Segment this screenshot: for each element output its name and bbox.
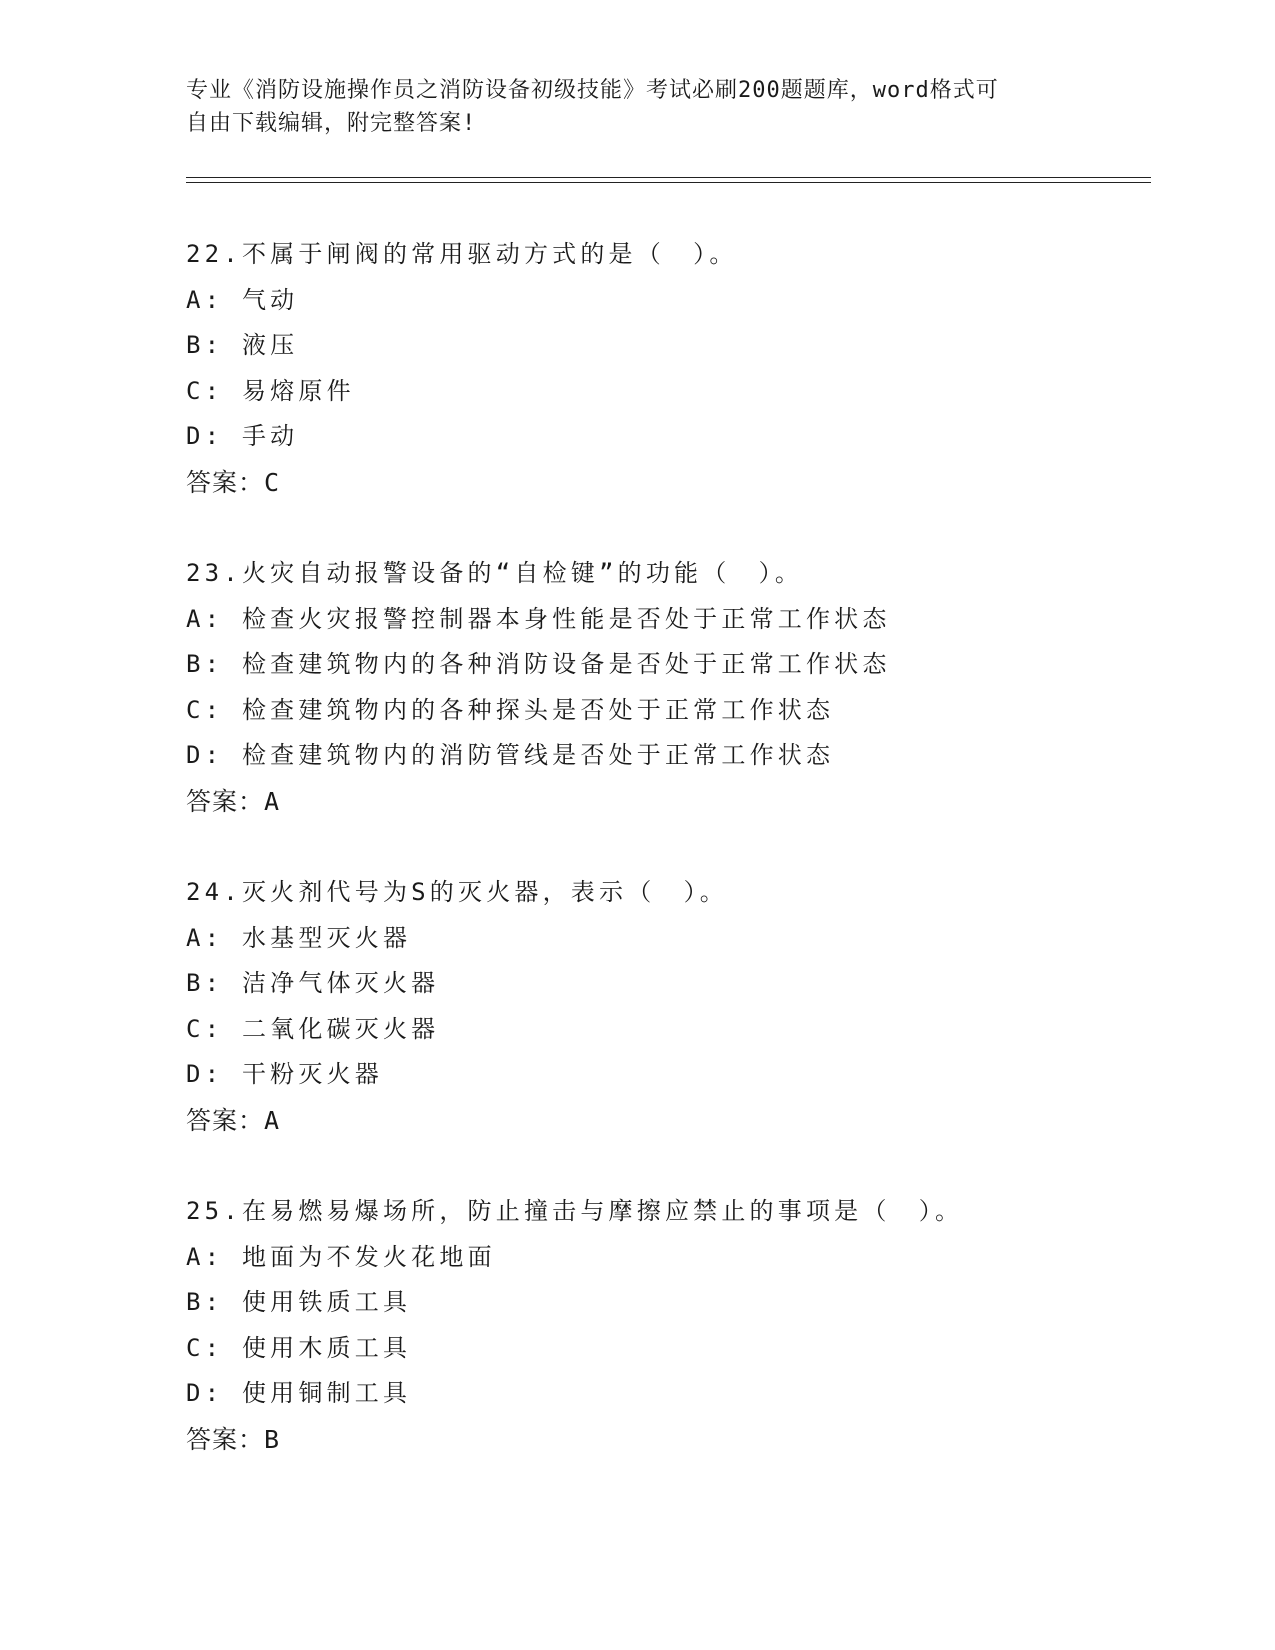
option-c <box>186 1326 1146 1372</box>
answer-label: 答案： <box>186 1424 265 1454</box>
option-letter: A: <box>186 1242 224 1271</box>
option-text: 干粉灭火器 <box>241 1060 383 1088</box>
answer-line <box>186 1417 1146 1463</box>
answer-label: 答案： <box>186 467 265 497</box>
option-letter: C: <box>186 695 224 724</box>
option-text: 检查建筑物内的各种探头是否处于正常工作状态 <box>241 695 835 724</box>
option-letter: B: <box>186 1288 224 1316</box>
option-d <box>186 414 1146 460</box>
document-header <box>186 74 1066 140</box>
option-a <box>186 278 1146 324</box>
header-line-1: 专业《消防设施操作员之消防设备初级技能》考试必刷200题题库，word格式可 <box>186 78 999 103</box>
header-rule-top <box>186 177 1151 178</box>
answer-label: 答案： <box>186 1105 265 1135</box>
option-text: 液压 <box>241 331 299 359</box>
option-d <box>186 1052 1146 1098</box>
option-a <box>186 1235 1146 1281</box>
answer-line <box>186 779 1146 825</box>
question-stem: 24.灭火剂代号为S的灭火器，表示（ ）。 <box>186 878 728 906</box>
option-letter: B: <box>186 331 224 359</box>
answer-label: 答案： <box>186 786 265 816</box>
answer-line <box>186 1098 1146 1144</box>
option-text: 使用铁质工具 <box>241 1288 412 1316</box>
option-c <box>186 688 1146 734</box>
question-24 <box>186 870 1146 1143</box>
option-text: 二氧化碳灭火器 <box>241 1014 440 1043</box>
question-stem: 23.火灾自动报警设备的“自检键”的功能（ ）。 <box>186 559 804 587</box>
option-text: 易熔原件 <box>241 376 355 405</box>
answer-value: A <box>264 1105 280 1135</box>
question-22 <box>186 232 1146 505</box>
option-letter: A: <box>186 923 224 952</box>
option-text: 使用铜制工具 <box>241 1379 412 1407</box>
option-letter: C: <box>186 1333 224 1362</box>
option-letter: A: <box>186 604 224 633</box>
option-a <box>186 597 1146 643</box>
option-letter: D: <box>186 1060 224 1088</box>
option-a <box>186 916 1146 962</box>
option-letter: A: <box>186 285 224 314</box>
option-text: 手动 <box>241 422 299 450</box>
option-c <box>186 369 1146 415</box>
option-letter: B: <box>186 650 224 678</box>
option-b <box>186 961 1146 1007</box>
answer-value: B <box>264 1424 280 1454</box>
option-text: 检查火灾报警控制器本身性能是否处于正常工作状态 <box>241 604 891 633</box>
question-25 <box>186 1189 1146 1462</box>
header-rule-bottom <box>186 182 1151 183</box>
option-b <box>186 642 1146 688</box>
answer-line <box>186 460 1146 506</box>
option-d <box>186 1371 1146 1417</box>
option-letter: D: <box>186 741 224 769</box>
header-line-2: 自由下载编辑，附完整答案! <box>186 111 477 136</box>
option-text: 地面为不发火花地面 <box>241 1242 496 1271</box>
option-b <box>186 323 1146 369</box>
question-stem: 22.不属于闸阀的常用驱动方式的是（ ）。 <box>186 240 738 268</box>
option-text: 检查建筑物内的各种消防设备是否处于正常工作状态 <box>241 650 891 678</box>
question-stem: 25.在易燃易爆场所，防止撞击与摩擦应禁止的事项是（ ）。 <box>186 1197 964 1225</box>
answer-value: C <box>264 467 280 497</box>
option-text: 使用木质工具 <box>241 1333 412 1362</box>
option-text: 检查建筑物内的消防管线是否处于正常工作状态 <box>241 741 835 769</box>
option-d <box>186 733 1146 779</box>
option-letter: C: <box>186 376 224 405</box>
option-text: 水基型灭火器 <box>241 923 412 952</box>
option-text: 气动 <box>241 285 299 314</box>
option-c <box>186 1007 1146 1053</box>
option-text: 洁净气体灭火器 <box>241 969 440 997</box>
question-23 <box>186 551 1146 824</box>
option-letter: B: <box>186 969 224 997</box>
answer-value: A <box>264 786 280 816</box>
option-letter: C: <box>186 1014 224 1043</box>
option-b <box>186 1280 1146 1326</box>
option-letter: D: <box>186 1379 224 1407</box>
option-letter: D: <box>186 422 224 450</box>
